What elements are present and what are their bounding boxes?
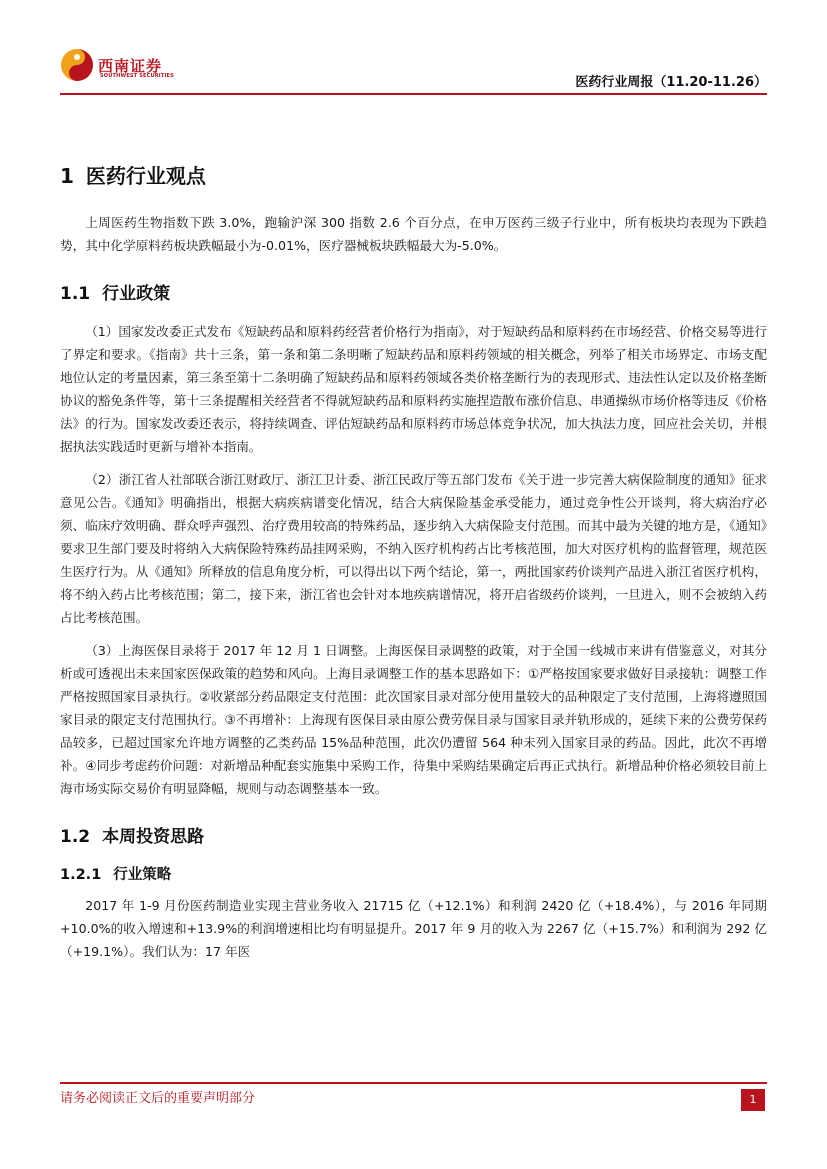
section-title: 行业策略 [113,867,172,883]
section-heading-1-1 [60,279,767,304]
section-number: 1.2 [60,827,91,847]
section-title: 医药行业观点 [85,164,206,188]
paragraph: （2）浙江省人社部联合浙江财政厅、浙江卫计委、浙江民政厅等五部门发布《关于进一步完善大病保险制度的通知》征求意见公告。《通知》明确指出，根据大病疾病谱变化情况，结合大病保险基金承受能力，通过竞争性公开谈判，将大病治疗必须、临床疗效明确、群众呼声强烈、治疗费用较高的特殊药品，逐步纳入大病保险支付范围。而其中最为关键的地方是，《通知》要求卫生部门要及时将纳入大病保险特殊药品挂网采购，不纳入医疗机构药占比考核范围，加大对医疗机构的监督管理，规范医生医疗行为。从《通知》所释放的信息角度分析，可以得出以下两个结论，第一，两批国家药价谈判产品进入浙江省医疗机构，将不纳入药占比考核范围；第二，接下来，浙江省也会针对本地疾病谱情况，将开启省级药价谈判，一旦进入，则不会被纳入药占比考核范围。 [60,472,767,625]
paragraph: （1）国家发改委正式发布《短缺药品和原料药经营者价格行为指南》，对于短缺药品和原料药在市场经营、价格交易等进行了界定和要求。《指南》共十三条，第一条和第二条明晰了短缺药品和原料药领域的相关概念，列举了相关市场界定、市场支配地位认定的考量因素，第三条至第十二条明确了短缺药品和原料药领域各类价格垄断行为的表现形式、违法性认定以及价格垄断协议的豁免条件等，第十三条提醒相关经营者不得就短缺药品和原料药实施捏造散布涨价信息、串通操纵市场价格等违反《价格法》的行为。国家发改委还表示，将持续调查、评估短缺药品和原料药市场总体竞争状况，加大执法力度，回应社会关切，并根据执法实践适时更新与增补本指南。 [60,324,767,454]
section-title: 行业政策 [102,284,171,304]
page-header [60,46,767,96]
section-number: 1.1 [60,284,91,304]
footer-divider [60,1082,767,1084]
section-heading-1-2-1 [60,863,767,884]
section-heading-1-2 [60,822,767,847]
page-number: 1 [741,1089,765,1111]
report-title: 医药行业周报（11.20-11.26） [575,75,767,90]
document-body [60,160,767,973]
section-number: 1.2.1 [60,867,102,883]
logo-english-name: SOUTHWEST SECURITIES [100,73,174,79]
footer-disclaimer: 请务必阅读正文后的重要声明部分 [60,1091,256,1106]
paragraph: 上周医药生物指数下跌 3.0%，跑输沪深 300 指数 2.6 个百分点，在申万医药三级子行业中，所有板块均表现为下跌趋势，其中化学原料药板块跌幅最小为-0.01%，医疗器械板块跌幅最大为-5.0%。 [60,215,767,253]
paragraph: （3）上海医保目录将于 2017 年 12 月 1 日调整。上海医保目录调整的政策，对于全国一线城市来讲有借鉴意义，对其分析或可透视出未来国家医保政策的趋势和风向。上海目录调整工作的基本思路如下：①严格按国家要求做好目录接轨：调整工作严格按照国家目录执行。②收紧部分药品限定支付范围：此次国家目录对部分使用量较大的品种限定了支付范围，上海将遵照国家目录的限定支付范围执行。③不再增补：上海现有医保目录由原公费劳保目录与国家目录并轨形成的，延续下来的公费劳保药品较多，已超过国家允许地方调整的乙类药品 15%品种范围，此次仍遭留 564 种未列入国家目录的药品。因此，此次不再增补。④同步考虑药价问题：对新增品种配套实施集中采购工作，待集中采购结果确定后再正式执行。新增品种价格必须较目前上海市场实际交易价有明显降幅，规则与动态调整基本一致。 [60,643,767,796]
logo-chinese-name: 西南证券 [98,57,163,75]
logo-emblem-icon [60,48,94,82]
paragraph: 2017 年 1-9 月份医药制造业实现主营业务收入 21715 亿（+12.1%）和利润 2420 亿（+18.4%），与 2016 年同期+10.0%的收入增速和+13.9%的利润增速相比均有明显提升。2017 年 9 月的收入为 2267 亿（+15.7%）和利润为 292 亿（+19.1%）。我们认为：17 年医 [60,898,767,959]
section-number: 1 [60,164,74,188]
header-divider [60,93,767,95]
company-logo [60,46,210,86]
section-heading-1 [60,160,767,189]
section-title: 本周投资思路 [102,827,205,847]
